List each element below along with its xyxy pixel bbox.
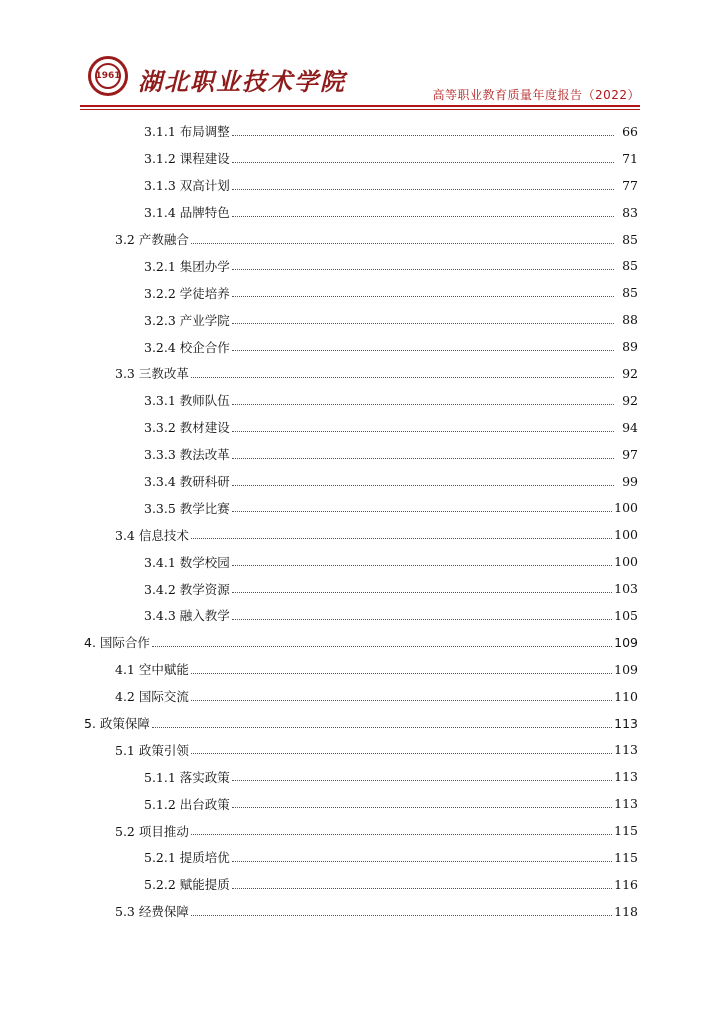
toc-entry-label: 3.1.3 双高计划 (144, 178, 230, 194)
toc-leader-dots (232, 162, 614, 163)
toc-entry-page: 115 (614, 849, 638, 865)
toc-entry-label: 3.3 三教改革 (115, 366, 189, 382)
toc-leader-dots (232, 296, 614, 297)
toc-entry-page: 113 (614, 769, 638, 785)
toc-entry-page: 89 (622, 339, 638, 355)
toc-entry-label: 4.1 空中赋能 (115, 662, 189, 678)
toc-entry-label: 3.4.2 教学资源 (144, 581, 230, 597)
toc-leader-dots (232, 350, 614, 351)
toc-leader-dots (232, 888, 612, 889)
seal-year: 1961 (95, 71, 121, 81)
toc-entry-label: 3.4 信息技术 (115, 527, 189, 543)
toc-entry[interactable] (84, 710, 638, 737)
toc-entry-page: 105 (614, 607, 638, 623)
toc-entry[interactable] (84, 494, 638, 521)
toc-entry-page: 100 (614, 500, 638, 516)
toc-entry-label: 5. 政策保障 (84, 716, 150, 732)
toc-entry[interactable] (84, 468, 638, 495)
toc-entry-label: 3.1.4 品牌特色 (144, 205, 230, 221)
toc-leader-dots (191, 243, 614, 244)
toc-entry[interactable] (84, 172, 638, 199)
toc-leader-dots (232, 619, 612, 620)
toc-entry-label: 5.1.2 出台政策 (144, 796, 230, 812)
toc-entry-page: 113 (614, 715, 638, 731)
toc-leader-dots (232, 511, 612, 512)
toc-entry-label: 5.1.1 落实政策 (144, 769, 230, 785)
page-header (80, 52, 640, 106)
toc-entry-page: 92 (622, 392, 638, 408)
toc-entry-page: 116 (614, 876, 638, 892)
toc-entry-page: 66 (622, 123, 638, 139)
toc-entry-label: 3.4.1 数学校园 (144, 554, 230, 570)
toc-entry[interactable] (84, 790, 638, 817)
toc-leader-dots (232, 269, 614, 270)
toc-entry-label: 5.2 项目推动 (115, 823, 189, 839)
toc-leader-dots (191, 700, 612, 701)
toc-entry[interactable] (84, 817, 638, 844)
toc-entry-label: 3.1.2 课程建设 (144, 151, 230, 167)
toc-entry-label: 3.3.1 教师队伍 (144, 393, 230, 409)
toc-entry[interactable] (84, 521, 638, 548)
toc-entry-page: 100 (614, 527, 638, 543)
toc-entry-label: 5.2.1 提质培优 (144, 850, 230, 866)
toc-leader-dots (232, 807, 612, 808)
toc-entry-page: 85 (622, 285, 638, 301)
toc-entry[interactable] (84, 629, 638, 656)
header-divider-thin (80, 109, 640, 110)
toc-entry-label: 3.3.4 教研科研 (144, 474, 230, 490)
toc-entry[interactable] (84, 844, 638, 871)
toc-entry-label: 3.2.4 校企合作 (144, 339, 230, 355)
toc-leader-dots (191, 538, 612, 539)
toc-entry-label: 3.2.2 学徒培养 (144, 285, 230, 301)
toc-entry[interactable] (84, 656, 638, 683)
toc-entry-page: 109 (614, 661, 638, 677)
toc-leader-dots (232, 404, 614, 405)
toc-entry-page: 103 (614, 581, 638, 597)
toc-leader-dots (152, 646, 612, 647)
toc-entry-page: 97 (622, 446, 638, 462)
toc-leader-dots (152, 727, 612, 728)
toc-leader-dots (191, 377, 614, 378)
toc-entry[interactable] (84, 441, 638, 468)
toc-entry[interactable] (84, 763, 638, 790)
report-title: 高等职业教育质量年度报告（2022） (432, 88, 640, 102)
toc-entry-page: 115 (614, 823, 638, 839)
toc-entry[interactable] (84, 306, 638, 333)
toc-entry[interactable] (84, 118, 638, 145)
toc-leader-dots (191, 673, 612, 674)
toc-entry-label: 3.3.5 教学比赛 (144, 500, 230, 516)
toc-leader-dots (191, 753, 612, 754)
toc-entry-page: 99 (622, 473, 638, 489)
toc-entry[interactable] (84, 279, 638, 306)
header-divider (80, 105, 640, 107)
toc-entry-page: 85 (622, 231, 638, 247)
toc-entry-page: 71 (622, 150, 638, 166)
toc-entry-page: 85 (622, 258, 638, 274)
toc-entry-page: 113 (614, 742, 638, 758)
toc-entry-page: 118 (614, 903, 638, 919)
toc-entry[interactable] (84, 145, 638, 172)
toc-entry-label: 3.2.1 集团办学 (144, 258, 230, 274)
toc-entry-label: 3.3.2 教材建设 (144, 420, 230, 436)
toc-leader-dots (232, 485, 614, 486)
toc-entry-label: 4. 国际合作 (84, 635, 150, 651)
toc-entry[interactable] (84, 387, 638, 414)
toc-entry-page: 113 (614, 796, 638, 812)
toc-leader-dots (232, 216, 614, 217)
toc-entry[interactable] (84, 898, 638, 925)
toc-entry-label: 4.2 国际交流 (115, 689, 189, 705)
toc-entry[interactable] (84, 360, 638, 387)
toc-entry-page: 77 (622, 177, 638, 193)
toc-entry[interactable] (84, 683, 638, 710)
toc-leader-dots (232, 458, 614, 459)
toc-leader-dots (232, 861, 612, 862)
toc-entry[interactable] (84, 871, 638, 898)
college-seal-inner (95, 63, 121, 89)
toc-entry[interactable] (84, 575, 638, 602)
toc-leader-dots (232, 431, 614, 432)
toc-entry-label: 5.2.2 赋能提质 (144, 877, 230, 893)
toc-entry[interactable] (84, 414, 638, 441)
toc-entry-page: 83 (622, 204, 638, 220)
toc-leader-dots (191, 834, 612, 835)
toc-entry[interactable] (84, 226, 638, 253)
toc-entry-label: 3.3.3 教法改革 (144, 447, 230, 463)
toc-entry[interactable] (84, 252, 638, 279)
toc-entry-label: 5.3 经费保障 (115, 904, 189, 920)
toc-leader-dots (232, 565, 612, 566)
toc-entry-page: 88 (622, 312, 638, 328)
toc-leader-dots (191, 915, 612, 916)
toc-entry-label: 5.1 政策引领 (115, 742, 189, 758)
toc-leader-dots (232, 592, 612, 593)
toc-entry-label: 3.1.1 布局调整 (144, 124, 230, 140)
toc-entry-page: 110 (614, 688, 638, 704)
toc-leader-dots (232, 135, 614, 136)
toc-entry-label: 3.2 产教融合 (115, 232, 189, 247)
toc-leader-dots (232, 189, 614, 190)
toc-entry[interactable] (84, 548, 638, 575)
toc-entry-label: 3.2.3 产业学院 (144, 312, 230, 328)
toc-entry[interactable] (84, 333, 638, 360)
toc-entry-page: 100 (614, 554, 638, 570)
college-seal-logo (88, 56, 128, 96)
toc-entry[interactable] (84, 602, 638, 629)
college-name-logo: 湖北职业技术学院 (138, 67, 346, 96)
toc-leader-dots (232, 323, 614, 324)
toc-entry[interactable] (84, 736, 638, 763)
toc-entry-label: 3.4.3 融入教学 (144, 608, 230, 624)
toc-entry-page: 92 (622, 365, 638, 381)
table-of-contents (84, 118, 638, 925)
toc-entry-page: 94 (622, 419, 638, 435)
toc-leader-dots (232, 780, 612, 781)
toc-entry[interactable] (84, 199, 638, 226)
toc-entry-page: 109 (614, 634, 638, 650)
